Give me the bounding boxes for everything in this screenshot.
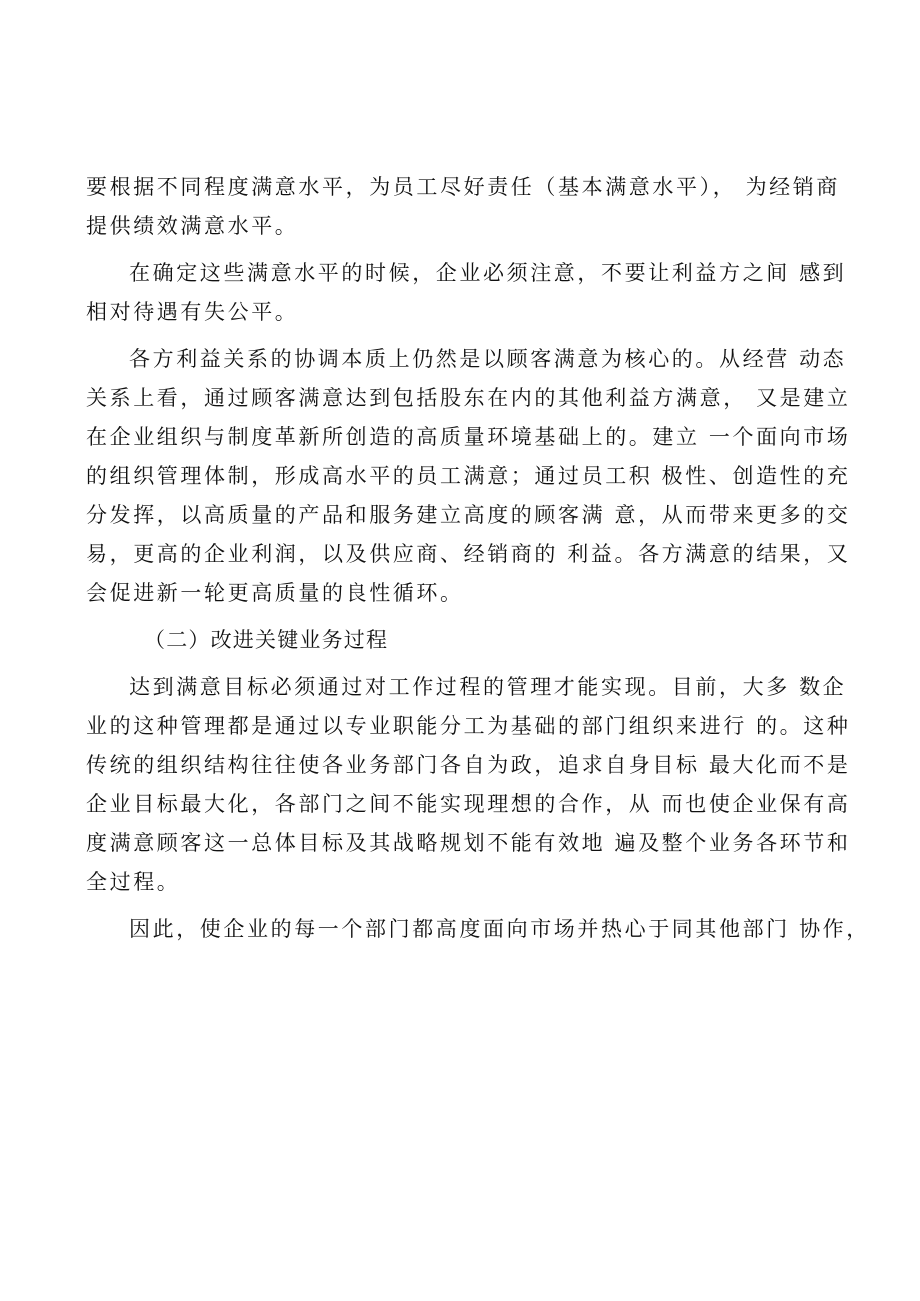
paragraph-line: 传统的组织结构往往使各业务部门各自为政，追求自身目标 最大化而不是 — [86, 753, 851, 777]
paragraph-line: 会促进新一轮更高质量的良性循环。 — [86, 581, 464, 605]
paragraph-line: 度满意顾客这一总体目标及其战略规划不能有效地 遍及整个业务各环节和 — [86, 831, 851, 855]
paragraph-2 — [86, 254, 847, 332]
paragraph-line: 在企业组织与制度革新所创造的高质量环境基础上的。建立 一个面向市场 — [86, 425, 851, 449]
paragraph-3 — [86, 340, 851, 613]
paragraph-line: 因此，使企业的每一个部门都高度面向市场并热心于同其他部门 协作， — [129, 917, 870, 941]
paragraph-1 — [86, 168, 838, 246]
paragraph-line: 在确定这些满意水平的时候，企业必须注意，不要让利益方之间 感到 — [129, 261, 847, 285]
paragraph-line: 的组织管理体制，形成高水平的员工满意；通过员工积 极性、创造性的充 — [86, 464, 851, 488]
paragraph-line: 相对待遇有失公平。 — [86, 300, 299, 324]
paragraph-line: 全过程。 — [86, 870, 181, 894]
paragraph-line: 提供绩效满意水平。 — [86, 214, 299, 238]
paragraph-line: 业的这种管理都是通过以专业职能分工为基础的部门组织来进行 的。这种 — [86, 714, 851, 738]
paragraph-4 — [86, 668, 851, 902]
document-body — [86, 168, 870, 949]
paragraph-line: 分发挥，以高质量的产品和服务建立高度的顾客满 意，从而带来更多的交 — [86, 503, 851, 527]
section-heading: （二）改进关键业务过程 — [144, 628, 389, 652]
paragraph-line: 易，更高的企业利润，以及供应商、经销商的 利益。各方满意的结果，又 — [86, 542, 851, 566]
paragraph-line: 关系上看，通过顾客满意达到包括股东在内的其他利益方满意， 又是建立 — [86, 386, 851, 410]
paragraph-line: 各方利益关系的协调本质上仍然是以顾客满意为核心的。从经营 动态 — [129, 347, 847, 371]
paragraph-5 — [86, 910, 870, 949]
paragraph-line: 企业目标最大化，各部门之间不能实现理想的合作，从 而也使企业保有高 — [86, 792, 851, 816]
paragraph-line: 要根据不同程度满意水平，为员工尽好责任（基本满意水平）， 为经销商 — [86, 175, 840, 199]
paragraph-line: 达到满意目标必须通过对工作过程的管理才能实现。目前，大多 数企 — [129, 675, 847, 699]
